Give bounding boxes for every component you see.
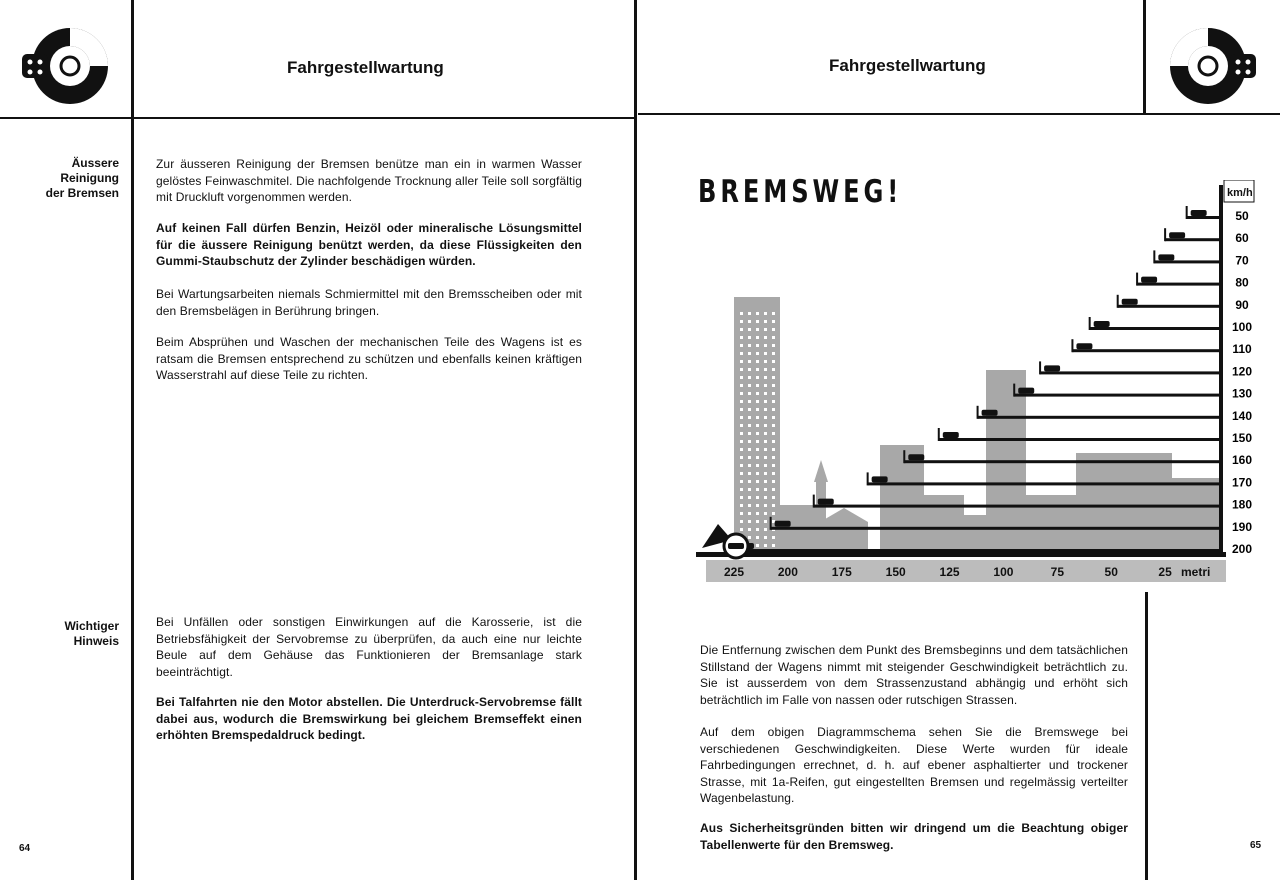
label-line: Wichtiger <box>64 619 119 633</box>
window <box>764 352 767 355</box>
window <box>740 360 743 363</box>
window <box>764 344 767 347</box>
window <box>772 400 775 403</box>
window <box>748 312 751 315</box>
window <box>756 320 759 323</box>
x-axis-ticks <box>724 565 1172 579</box>
window <box>740 432 743 435</box>
car-icon <box>1076 343 1092 349</box>
window <box>740 336 743 339</box>
speed-label-60: 60 <box>1235 231 1249 246</box>
bar-start-marker <box>903 450 905 463</box>
car-icon <box>908 454 924 460</box>
window <box>772 392 775 395</box>
right-text-divider <box>1145 592 1148 880</box>
window <box>772 448 775 451</box>
window <box>748 336 751 339</box>
speed-label-110: 110 <box>1232 342 1252 357</box>
speed-label-190: 190 <box>1231 519 1253 534</box>
window <box>772 312 775 315</box>
bar-70-kmh <box>1154 260 1219 263</box>
braking-safety-note: Aus Sicherheitsgründen bitten wir dringend um die Beachtung obiger Tabellenwerte für den Bremsweg. <box>700 821 1128 852</box>
x-tick-125: 125 <box>939 565 960 579</box>
window <box>740 344 743 347</box>
window <box>772 504 775 507</box>
bar-100-kmh <box>1090 327 1219 330</box>
cleaning-paragraph-3: Bei Wartungsarbeiten niemals Schmiermittel mit den Bremsscheiben oder mit den Bremsbelägen in Berührung bringen. <box>156 287 582 318</box>
right-header-title: Fahrgestellwartung <box>829 56 986 75</box>
window <box>748 488 751 491</box>
window <box>756 312 759 315</box>
window <box>772 432 775 435</box>
window <box>740 392 743 395</box>
window <box>748 344 751 347</box>
braking-distance-chart <box>696 180 1260 590</box>
window <box>748 376 751 379</box>
x-tick-200: 200 <box>777 565 798 579</box>
window <box>772 544 775 547</box>
window <box>764 312 767 315</box>
car-icon <box>872 476 888 482</box>
window <box>764 528 767 531</box>
car-icon <box>1044 365 1060 371</box>
window <box>772 440 775 443</box>
bar-130-kmh <box>1014 394 1219 397</box>
window <box>756 360 759 363</box>
car-icon <box>1141 277 1157 283</box>
car-icon <box>943 432 959 438</box>
window <box>740 416 743 419</box>
window <box>772 480 775 483</box>
important-paragraph-1: Bei Unfällen oder sonstigen Einwirkungen auf die Karosserie, ist die Betriebsfähigkeit der Servobremse zu überprüfen, da auch eine nur leichte Beule auf dem Gehäuse das Funktionieren der Bremsanlage stark beeinträchtigt. <box>156 615 582 679</box>
brake-disc-logo-left <box>18 20 114 112</box>
window <box>772 376 775 379</box>
window <box>740 456 743 459</box>
window <box>756 512 759 515</box>
window <box>756 456 759 459</box>
x-tick-175: 175 <box>831 565 852 579</box>
window <box>740 376 743 379</box>
window <box>756 336 759 339</box>
window <box>748 432 751 435</box>
window <box>740 488 743 491</box>
window <box>756 408 759 411</box>
window <box>748 320 751 323</box>
bar-200-kmh <box>734 549 1219 552</box>
ground-line <box>696 552 1226 557</box>
bar-120-kmh <box>1040 371 1219 374</box>
window <box>740 496 743 499</box>
window <box>748 440 751 443</box>
page-number-left: 64 <box>19 843 31 854</box>
window <box>756 488 759 491</box>
left-header-rule <box>0 117 636 119</box>
speed-label-120: 120 <box>1231 364 1253 379</box>
window <box>764 360 767 363</box>
window <box>756 480 759 483</box>
braking-paragraph-2: Auf dem obigen Diagrammschema sehen Sie die Bremswege bei verschiedenen Geschwindigkeiten. Diese Werte wurden für ideale Fahrbedingungen errechnet, d. h. auf ebener asphaltierter und trockener Strasse, mit 1a-Reifen, gut eingestellten Bremsen und regelmässig verteilter Wagenbelastung. <box>700 725 1128 805</box>
window <box>748 504 751 507</box>
cleaning-paragraph-1: Zur äusseren Reinigung der Bremsen benütze man ein in warmen Wasser gelöstes Feinwaschmitel. Die nachfolgende Trocknung aller Teile soll sorgfältig mit Druckluft vorgenommen werden. <box>156 157 582 204</box>
window <box>756 368 759 371</box>
window <box>764 536 767 539</box>
window <box>740 480 743 483</box>
window <box>764 320 767 323</box>
window <box>764 504 767 507</box>
window <box>764 544 767 547</box>
window <box>756 384 759 387</box>
window <box>772 488 775 491</box>
window <box>772 384 775 387</box>
bar-140-kmh <box>978 416 1219 419</box>
x-tick-225: 225 <box>723 565 745 579</box>
window <box>772 408 775 411</box>
window <box>748 464 751 467</box>
car-icon <box>982 410 998 416</box>
bar-170-kmh <box>868 482 1219 485</box>
speed-label-50: 50 <box>1235 209 1249 223</box>
car-icon <box>1169 232 1185 238</box>
speed-label-180: 180 <box>1231 497 1253 512</box>
window <box>764 464 767 467</box>
window <box>764 328 767 331</box>
brake-disc-logo-right <box>1164 20 1260 112</box>
window <box>740 464 743 467</box>
left-header-title: Fahrgestellwartung <box>287 58 444 77</box>
window <box>772 456 775 459</box>
car-icon <box>1191 210 1207 216</box>
speed-label-160: 160 <box>1231 453 1253 468</box>
window <box>756 376 759 379</box>
window <box>748 360 751 363</box>
window <box>764 488 767 491</box>
speed-unit-label: km/h <box>1227 187 1253 199</box>
car-icon <box>818 499 834 505</box>
bar-start-marker <box>938 428 940 441</box>
window <box>764 512 767 515</box>
window <box>764 336 767 339</box>
window <box>772 328 775 331</box>
window <box>740 400 743 403</box>
label-line: Reinigung <box>60 171 119 185</box>
window <box>756 448 759 451</box>
bar-80-kmh <box>1137 283 1219 286</box>
label-line: der Bremsen <box>45 186 119 200</box>
window <box>772 424 775 427</box>
bar-start-marker <box>1117 295 1119 308</box>
bar-start-marker <box>1136 273 1138 286</box>
window <box>764 496 767 499</box>
window <box>740 352 743 355</box>
window <box>772 360 775 363</box>
left-column-divider <box>131 118 134 880</box>
window <box>756 392 759 395</box>
bar-160-kmh <box>904 460 1219 463</box>
speed-scale-line <box>1219 185 1223 555</box>
braking-paragraph-1: Die Entfernung zwischen dem Punkt des Bremsbeginns und dem tatsächlichen Stillstand der Wagens nimmt mit steigender Geschwindigkeit beträchtlich zu. Sie ist ausserdem von dem Strassenzustand abhängig und erhöht sich beträchtlich im Falle von nassen oder rutschigen Strassen. <box>700 643 1128 707</box>
window <box>764 456 767 459</box>
window <box>756 464 759 467</box>
speed-axis-ticks <box>1232 209 1252 556</box>
bar-110-kmh <box>1072 349 1219 352</box>
car-icon <box>1018 388 1034 394</box>
window <box>748 512 751 515</box>
window <box>756 400 759 403</box>
label-line: Äussere <box>71 156 119 170</box>
window <box>748 472 751 475</box>
window <box>740 472 743 475</box>
window <box>740 408 743 411</box>
car-icon <box>775 521 791 527</box>
window <box>764 472 767 475</box>
window <box>748 352 751 355</box>
window <box>756 432 759 435</box>
bar-60-kmh <box>1165 238 1219 241</box>
bar-start-marker <box>1186 206 1188 219</box>
brake-disc-icon <box>22 28 108 104</box>
bar-start-marker <box>867 472 869 485</box>
window <box>748 528 751 531</box>
brake-disc-icon <box>1170 28 1256 104</box>
bar-start-marker <box>1164 228 1166 241</box>
window <box>772 320 775 323</box>
window <box>772 512 775 515</box>
window <box>748 536 751 539</box>
window <box>772 352 775 355</box>
city-skyline-illustration <box>734 297 1222 555</box>
window <box>740 520 743 523</box>
right-header-rule <box>638 113 1280 115</box>
x-tick-25: 25 <box>1158 565 1172 579</box>
window <box>748 416 751 419</box>
window <box>764 424 767 427</box>
window <box>764 376 767 379</box>
bar-150-kmh <box>939 438 1219 441</box>
window <box>756 544 759 547</box>
speed-label-70: 70 <box>1235 253 1249 268</box>
window <box>756 352 759 355</box>
bar-start-marker <box>1089 317 1091 330</box>
window <box>748 520 751 523</box>
important-warning-paragraph: Bei Talfahrten nie den Motor abstellen. Die Unterdruck-Servobremse fällt dabei aus, wodurch die Bremswirkung bei gleichem Bremseffekt einen erhöhten Bremspedaldruck bedingt. <box>156 695 582 742</box>
bar-50-kmh <box>1187 216 1219 219</box>
window <box>748 392 751 395</box>
window <box>772 368 775 371</box>
window <box>764 384 767 387</box>
window <box>764 408 767 411</box>
window <box>772 536 775 539</box>
speed-label-200: 200 <box>1231 542 1253 556</box>
window <box>748 456 751 459</box>
window <box>748 328 751 331</box>
window <box>764 440 767 443</box>
bar-190-kmh <box>771 527 1219 530</box>
car-icon <box>1122 299 1138 305</box>
window <box>772 520 775 523</box>
section-label-important <box>19 619 119 649</box>
speed-label-90: 90 <box>1235 297 1249 312</box>
x-tick-150: 150 <box>885 565 906 579</box>
window <box>756 520 759 523</box>
window <box>764 416 767 419</box>
window <box>740 368 743 371</box>
window <box>764 392 767 395</box>
window <box>764 480 767 483</box>
x-tick-75: 75 <box>1050 565 1065 579</box>
cleaning-warning-paragraph: Auf keinen Fall dürfen Benzin, Heizöl oder mineralische Lösungsmittel für die äussere Reinigung benützt werden, da diese Flüssigkeiten den Gummi-Staubschutz der Zylinder beschädigen würden. <box>156 221 582 268</box>
car-icon <box>1158 254 1174 260</box>
window <box>740 504 743 507</box>
window <box>748 368 751 371</box>
bar-start-marker <box>770 517 772 530</box>
window <box>748 424 751 427</box>
bar-start-marker <box>1039 361 1041 374</box>
window <box>740 528 743 531</box>
window <box>772 344 775 347</box>
bar-start-marker <box>1153 250 1155 263</box>
window <box>756 528 759 531</box>
window <box>756 344 759 347</box>
window <box>748 496 751 499</box>
bar-start-marker <box>977 406 979 419</box>
window <box>756 424 759 427</box>
window <box>764 368 767 371</box>
window <box>748 400 751 403</box>
bar-90-kmh <box>1118 305 1219 308</box>
speed-label-100: 100 <box>1231 320 1253 334</box>
window <box>740 512 743 515</box>
section-label-cleaning <box>19 156 119 201</box>
bar-start-marker <box>1013 384 1015 397</box>
window <box>764 432 767 435</box>
window <box>764 448 767 451</box>
window <box>756 472 759 475</box>
window <box>756 496 759 499</box>
right-header-divider <box>1143 0 1146 115</box>
window <box>772 464 775 467</box>
chart-title: BREMSWEG! <box>698 174 903 210</box>
window <box>740 440 743 443</box>
x-axis-unit-label: metri <box>1181 565 1211 579</box>
page-number-right: 65 <box>1250 840 1262 851</box>
window <box>756 536 759 539</box>
bar-start-marker <box>813 495 815 508</box>
speed-label-150: 150 <box>1231 431 1253 445</box>
car-icon <box>1094 321 1110 327</box>
window <box>740 320 743 323</box>
window <box>740 384 743 387</box>
speed-label-130: 130 <box>1231 386 1253 401</box>
bar-start-marker <box>1071 339 1073 352</box>
window <box>740 328 743 331</box>
window <box>740 312 743 315</box>
window <box>772 472 775 475</box>
speed-label-170: 170 <box>1231 475 1253 490</box>
window <box>756 504 759 507</box>
window <box>772 416 775 419</box>
page-gutter-left <box>634 0 637 880</box>
window <box>748 408 751 411</box>
window <box>772 496 775 499</box>
left-header-divider-left <box>131 0 134 118</box>
window <box>764 520 767 523</box>
window <box>764 400 767 403</box>
label-line: Hinweis <box>73 634 119 648</box>
window <box>756 328 759 331</box>
cleaning-paragraph-4: Beim Absprühen und Waschen der mechanischen Teile des Wagens ist es ratsam die Bremsen entsprechend zu schützen und ebenfalls keinen kräftigen Wasserstrahl auf diese Teile zu richten. <box>156 335 582 382</box>
speed-label-80: 80 <box>1235 275 1249 290</box>
window <box>748 384 751 387</box>
x-tick-50: 50 <box>1104 565 1118 579</box>
window <box>748 480 751 483</box>
window <box>740 448 743 451</box>
speed-label-140: 140 <box>1231 408 1253 423</box>
window <box>740 424 743 427</box>
window <box>756 440 759 443</box>
x-tick-100: 100 <box>993 565 1014 579</box>
window <box>748 448 751 451</box>
bar-180-kmh <box>814 505 1219 508</box>
window <box>756 416 759 419</box>
window <box>772 336 775 339</box>
